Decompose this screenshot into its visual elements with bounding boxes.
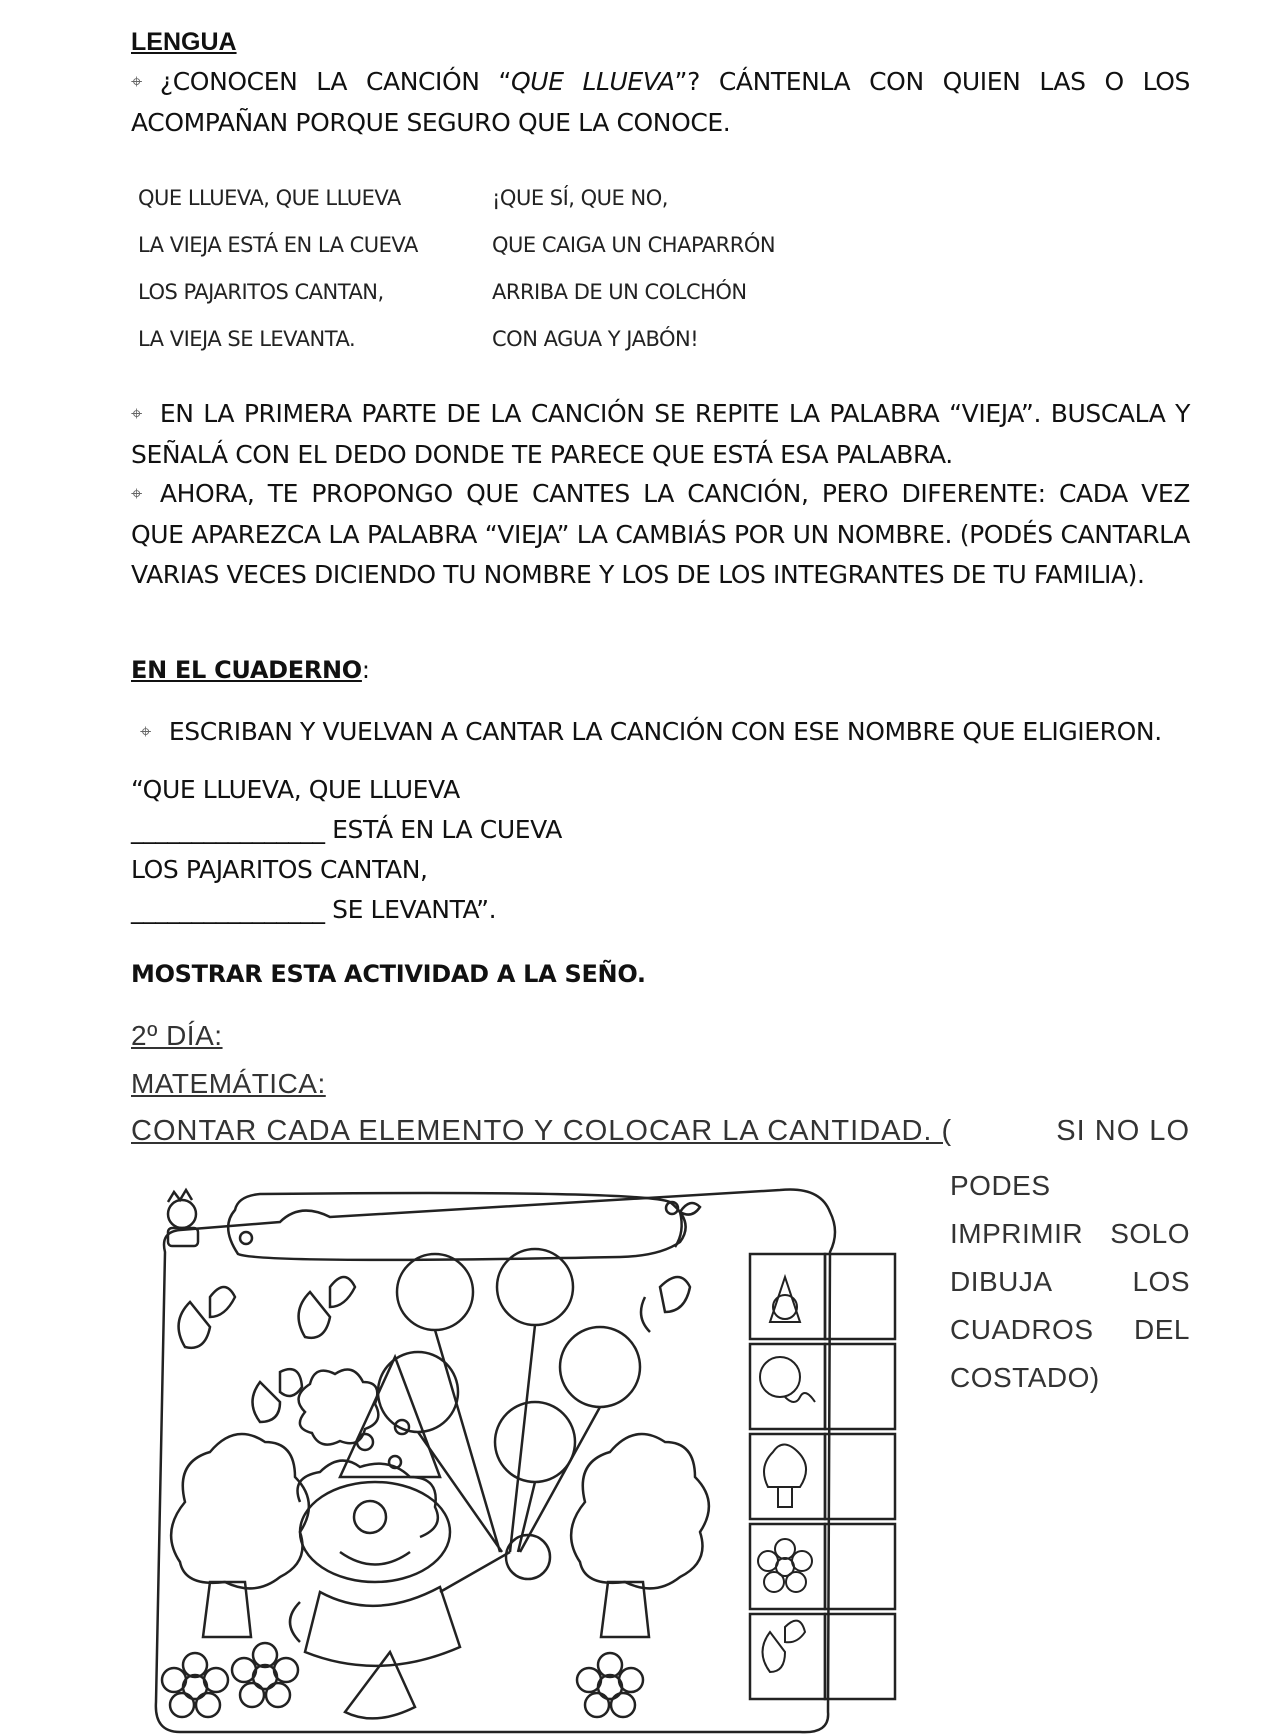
butterfly-icons [179,1277,690,1422]
count-title: CONTAR CADA ELEMENTO Y COLOCAR LA CANTIDAD. ( [131,1115,953,1147]
count-instruction [131,1115,1190,1148]
instruction-two-text: AHORA, TE PROPONGO QUE CANTES LA CANCIÓN, PERO DIFERENTE: CADA VEZ QUE APAREZCA LA PALABRA “VIEJA” LA CAMBIÁS POR UN NOMBRE. (PODÉS CANTARLA VARIAS VECES DICIENDO TU NOMBRE Y LOS DE LOS INTEGRANTES DE TU FAMILIA). [131,479,1190,589]
show-teacher-note: MOSTRAR ESTA ACTIVIDAD A LA SEÑO. [131,960,646,988]
side-note-line: DIBUJA LOS [950,1266,1190,1297]
balloon-box-icon [760,1357,815,1402]
tree-box-icon [764,1445,806,1508]
side-note-line: IMPRIMIR SOLO [950,1218,1190,1249]
side-note-line: PODES [950,1170,1051,1201]
section-title-lengua: LENGUA [131,28,237,56]
counting-worksheet-illustration [140,1172,930,1736]
count-rest: SI NO LO [1056,1115,1190,1147]
clown-box-icon [770,1277,800,1322]
section-title-cuaderno [131,656,370,684]
lyric-line: QUE CAIGA UN CHAPARRÓN [492,233,776,257]
intro-song-title: QUE LLUEVA [511,67,675,96]
instruction-one-text: EN LA PRIMERA PARTE DE LA CANCIÓN SE REPITE LA PALABRA “VIEJA”. BUSCALA Y SEÑALÁ CON EL DEDO DONDE TE PARECE QUE ESTÁ ESA PALABRA. [131,399,1190,469]
lyric-line: LOS PAJARITOS CANTAN, [138,280,384,304]
counting-boxes [750,1254,895,1699]
fill-line: ________________ ESTÁ EN LA CUEVA [131,815,562,844]
fill-line: LOS PAJARITOS CANTAN, [131,855,428,884]
side-note-line: COSTADO) [950,1362,1100,1393]
lyric-line: CON AGUA Y JABÓN! [492,327,699,351]
fill-line: ________________ SE LEVANTA”. [131,895,497,924]
title-banner [228,1193,685,1260]
math-heading: MATEMÁTICA: [131,1068,326,1099]
lyric-line: ARRIBA DE UN COLCHÓN [492,280,747,304]
day-two-heading: 2º DÍA: [131,1020,223,1051]
lyric-line: ¡QUE SÍ, QUE NO, [492,186,668,210]
cuaderno-colon: : [361,656,370,684]
cuaderno-task-text: ESCRIBAN Y VUELVAN A CANTAR LA CANCIÓN CON ESE NOMBRE QUE ELIGIERON. [168,717,1162,746]
lyric-line: LA VIEJA SE LEVANTA. [138,327,356,351]
instruction-one [131,394,1190,475]
intro-text-a: ¿CONOCEN LA CANCIÓN “ [159,67,512,96]
song-column-right [492,182,852,370]
side-note-line: CUADROS DEL [950,1314,1190,1345]
target-bullet-icon: ⌖ [140,719,151,743]
cuaderno-title-text: EN EL CUADERNO [131,656,362,684]
flower-box-icon [758,1539,812,1592]
side-note [950,1162,1190,1402]
song-column-left [138,182,498,370]
target-bullet-icon: ⌖ [131,401,142,425]
instruction-two [131,474,1190,595]
butterfly-box-icon [763,1621,806,1672]
intro-paragraph [131,62,1190,143]
intro-text-b: ”? CÁNTENLA CON QUIEN LAS O LOS ACOMPAÑAN PORQUE SEGURO QUE LA CONOCE. [131,67,1190,137]
cuaderno-task [140,712,1199,753]
lyric-line: LA VIEJA ESTÁ EN LA CUEVA [138,233,418,257]
clown-icon [290,1357,510,1718]
worksheet-frame [156,1189,835,1732]
kid-icon [168,1190,198,1246]
lyric-line: QUE LLUEVA, QUE LLUEVA [138,186,401,210]
target-bullet-icon: ⌖ [131,481,142,505]
fill-line: “QUE LLUEVA, QUE LLUEVA [131,775,460,804]
target-bullet-icon: ⌖ [131,69,142,93]
